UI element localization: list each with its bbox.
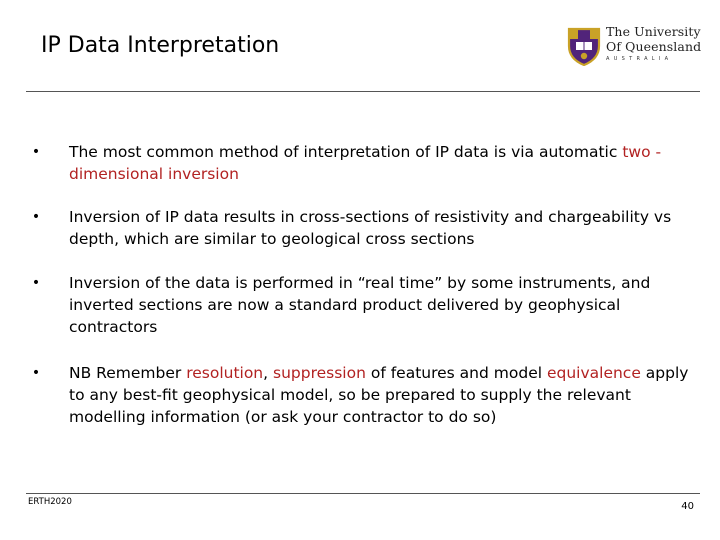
bullet-text — [69, 272, 704, 338]
logo-text — [606, 24, 706, 62]
bullet-text-segment: apply to any best-fit geophysical model, so be prepared to supply the relevant modelling information (or ask your contractor to do so) — [69, 364, 689, 426]
bullet-item — [29, 206, 699, 250]
logo-line-3: AUSTRALIA — [606, 56, 673, 62]
slide-title: IP Data Interpretation — [41, 33, 280, 58]
bullet-text-segment: of features and model — [365, 364, 547, 382]
highlighted-term: suppression — [273, 364, 366, 382]
bullet-text — [69, 362, 704, 428]
university-logo — [566, 24, 706, 70]
bullet-item — [29, 141, 699, 185]
course-code: ERTH2020 — [28, 497, 72, 507]
footer-rule — [26, 493, 700, 494]
bullet-text-segment: , — [263, 364, 273, 382]
bullet-text-segment: Inversion of IP data results in cross-sections of resistivity and chargeability vs depth, which are similar to geological cross sections — [69, 208, 672, 248]
bullet-item — [29, 362, 699, 428]
highlighted-term: two -dimensional inversion — [69, 143, 662, 183]
highlighted-term: resolution — [186, 364, 264, 382]
header-rule — [26, 91, 700, 92]
logo-line-1: The University — [606, 24, 701, 39]
bullet-icon: • — [31, 365, 41, 381]
bullet-text — [69, 141, 704, 185]
highlighted-term: equivalence — [546, 364, 641, 382]
bullet-text-segment: NB Remember — [69, 364, 187, 382]
bullet-icon: • — [31, 144, 41, 160]
logo-line-2: Of Queensland — [606, 39, 702, 54]
bullet-text — [69, 206, 704, 250]
bullet-icon: • — [31, 275, 41, 291]
university-crest-icon — [566, 26, 602, 66]
bullet-item — [29, 272, 699, 338]
bullet-text-segment: Inversion of the data is performed in “real time” by some instruments, and inverted sections are now a standard product delivered by geophysical contractors — [69, 274, 651, 336]
bullet-icon: • — [31, 209, 41, 225]
bullet-text-segment: The most common method of interpretation of IP data is via automatic — [69, 143, 623, 161]
page-number: 40 — [681, 501, 694, 512]
